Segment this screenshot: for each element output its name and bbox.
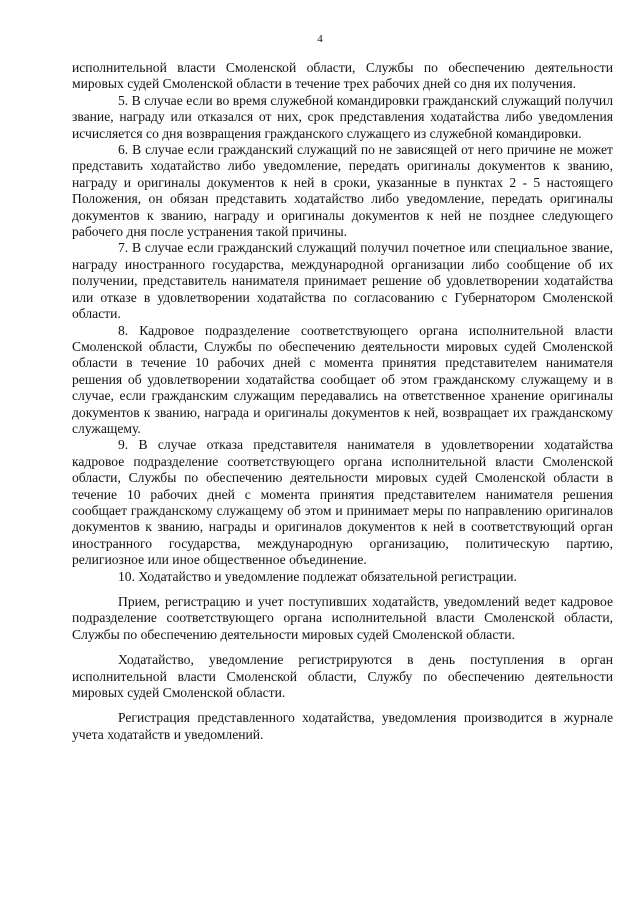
paragraph-9: 9. В случае отказа представителя нанимателя в удовлетворении ходатайства кадровое подразделение соответствующего органа исполнительной власти Смоленской области, Службы по обеспечению деятельности мировых судей Смоленской области в течение 10 рабочих дней с момента принятия представителем нанимателя решения сообщает гражданскому служащему об этом и принимает меры по направлению оригиналов документов к званию, награды и оригиналов документов к ней в соответствующий орган иностранного государства, международную организацию, политическую партию, религиозное или иное общественное объединение. [72, 437, 613, 568]
page-number: 4 [317, 33, 323, 45]
document-body [72, 60, 613, 743]
paragraph-8: 8. Кадровое подразделение соответствующего органа исполнительной власти Смоленской области, Службы по обеспечению деятельности мировых судей Смоленской области в течение 10 рабочих дней с момента принятия представителем нанимателя решения об удовлетворении ходатайства сообщает об этом гражданскому служащему и в случае, если гражданским служащим передавались на ответственное хранение оригиналы документов к званию, награда и оригиналы документов к ней, возвращает их гражданскому служащему. [72, 322, 613, 436]
paragraph-reception: Прием, регистрацию и учет поступивших ходатайств, уведомлений ведет кадровое подразделение соответствующего органа исполнительной власти Смоленской области, Службы по обеспечению деятельности мировых судей Смоленской области. [72, 594, 613, 642]
paragraph-5: 5. В случае если во время служебной командировки гражданский служащий получил звание, награду или отказался от них, срок представления ходатайства либо уведомления исчисляется со дня возвращения гражданского служащего из служебной командировки. [72, 92, 613, 141]
paragraph-6: 6. В случае если гражданский служащий по не зависящей от него причине не может представить ходатайство либо уведомление, передать оригиналы документов к званию, награду и оригиналы документов к ней в сроки, указанные в пунктах 2 - 5 настоящего Положения, он обязан представить ходатайство либо уведомление, передать оригиналы документов к званию, награду и оригиналы документов к ней не позднее следующего рабочего дня после устранения такой причины. [72, 142, 613, 240]
paragraph-7: 7. В случае если гражданский служащий получил почетное или специальное звание, награду иностранного государства, международной организации либо сообщение об их получении, представитель нанимателя принимает решение об удовлетворении ходатайства или отказе в удовлетворении ходатайства по согласованию с Губернатором Смоленской области. [72, 240, 613, 322]
paragraph-10: 10. Ходатайство и уведомление подлежат обязательной регистрации. [118, 568, 517, 584]
paragraph-continuation: исполнительной власти Смоленской области, Службы по обеспечению деятельности мировых судей Смоленской области в течение трех рабочих дней со дня их получения. [72, 60, 613, 92]
paragraph-registration-day: Ходатайство, уведомление регистрируются в день поступления в орган исполнительной власти Смоленской области, Службу по обеспечению деятельности мировых судей Смоленской области. [72, 652, 613, 701]
paragraph-registration-journal: Регистрация представленного ходатайства, уведомления производится в журнале учета ходатайств и уведомлений. [72, 710, 613, 742]
